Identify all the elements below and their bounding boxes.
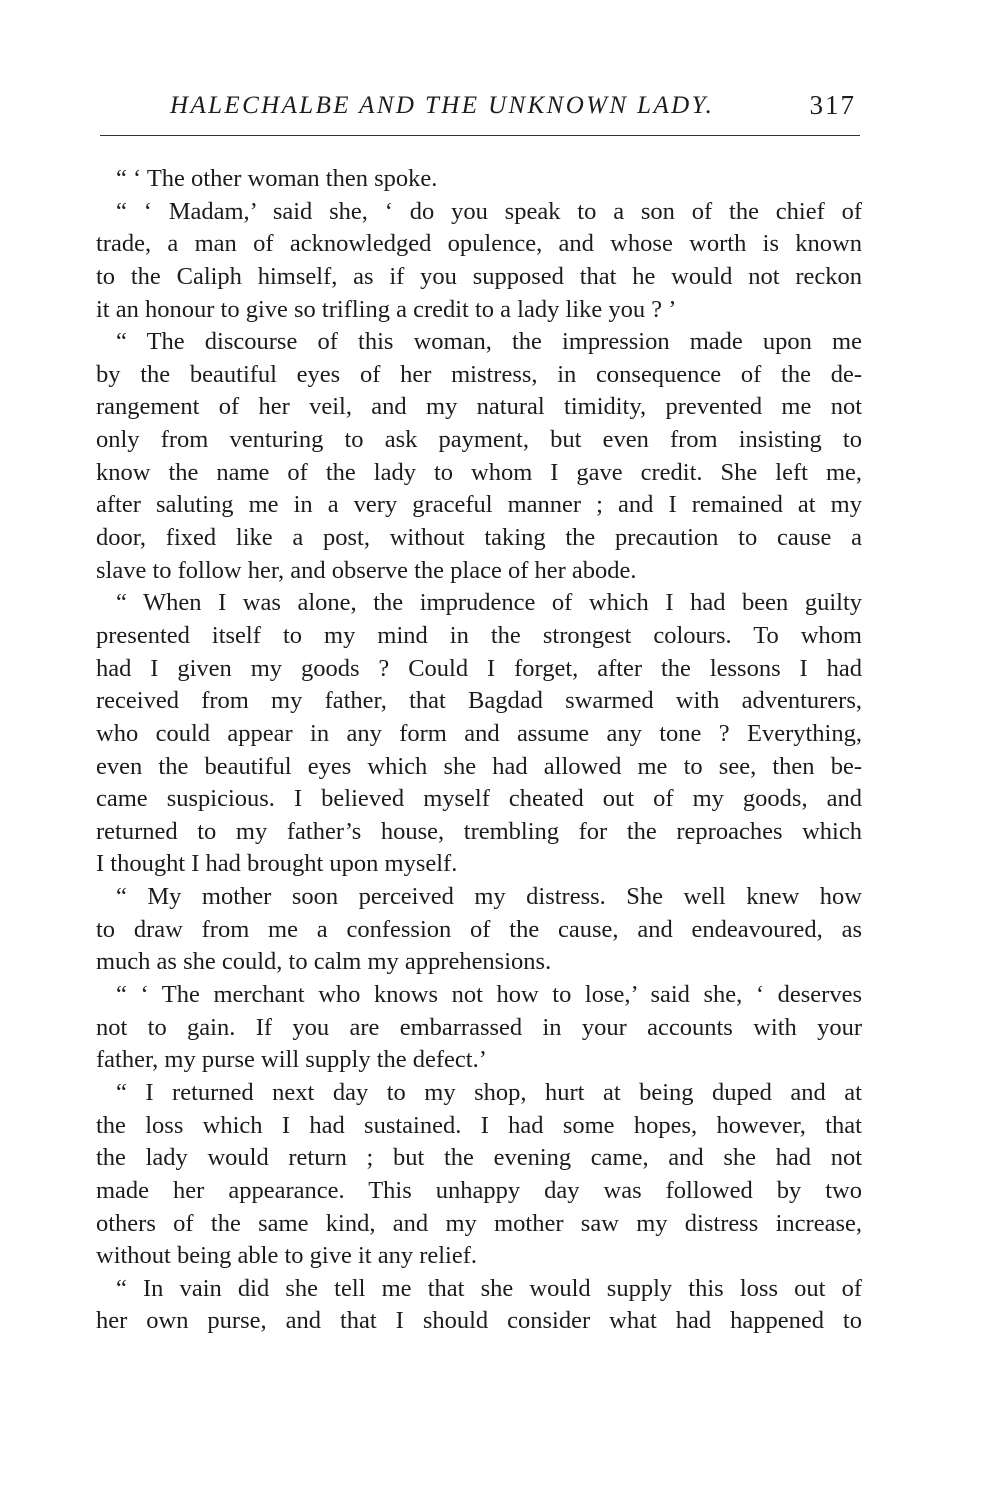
- text-line: to the Caliph himself, as if you supposed that he would not reckon: [96, 262, 862, 290]
- text-line: “ I returned next day to my shop, hurt at being duped and at: [116, 1078, 862, 1106]
- text-line: know the name of the lady to whom I gave credit. She left me,: [96, 458, 862, 486]
- text-line: “ In vain did she tell me that she would supply this loss out of: [116, 1274, 862, 1302]
- text-line: others of the same kind, and my mother saw my distress increase,: [96, 1209, 862, 1237]
- text-line: I thought I had brought upon myself.: [96, 850, 458, 878]
- text-line: made her appearance. This unhappy day was followed by two: [96, 1176, 862, 1204]
- text-line: it an honour to give so trifling a credit to a lady like you ? ’: [96, 295, 677, 323]
- text-line: door, fixed like a post, without taking the precaution to cause a: [96, 524, 862, 552]
- text-line: even the beautiful eyes which she had allowed me to see, then be-: [96, 752, 862, 780]
- text-line: the lady would return ; but the evening came, and she had not: [96, 1144, 862, 1172]
- text-line: without being able to give it any relief.: [96, 1242, 478, 1270]
- text-line: “ ‘ Madam,’ said she, ‘ do you speak to a son of the chief of: [116, 197, 862, 225]
- header-rule: [100, 135, 860, 136]
- text-line: slave to follow her, and observe the place of her abode.: [96, 556, 637, 584]
- text-line: not to gain. If you are embarrassed in your accounts with your: [96, 1013, 862, 1041]
- text-line: only from venturing to ask payment, but even from insisting to: [96, 426, 862, 454]
- text-line: by the beautiful eyes of her mistress, in consequence of the de-: [96, 360, 862, 388]
- running-head: [100, 88, 862, 128]
- text-line: “ ‘ The other woman then spoke.: [116, 165, 438, 192]
- text-line: the loss which I had sustained. I had some hopes, however, that: [96, 1111, 862, 1139]
- text-line: who could appear in any form and assume any tone ? Everything,: [96, 719, 862, 747]
- text-line: “ When I was alone, the imprudence of which I had been guilty: [116, 589, 862, 617]
- text-line: returned to my father’s house, trembling for the reproaches which: [96, 817, 862, 845]
- running-title: HALECHALBE AND THE UNKNOWN LADY.: [170, 92, 715, 119]
- text-line: presented itself to my mind in the strongest colours. To whom: [96, 621, 862, 649]
- text-line: “ The discourse of this woman, the impression made upon me: [116, 328, 862, 356]
- text-line: trade, a man of acknowledged opulence, and whose worth is known: [96, 230, 862, 258]
- text-line: came suspicious. I believed myself cheated out of my goods, and: [96, 785, 862, 813]
- text-line: “ My mother soon perceived my distress. She well knew how: [116, 883, 862, 911]
- body-text: [96, 163, 862, 1338]
- page-number: 317: [809, 90, 856, 120]
- text-line: after saluting me in a very graceful manner ; and I remained at my: [96, 491, 862, 519]
- text-line: received from my father, that Bagdad swarmed with adventurers,: [96, 687, 862, 715]
- text-line: much as she could, to calm my apprehensions.: [96, 948, 552, 976]
- text-line: “ ‘ The merchant who knows not how to lose,’ said she, ‘ deserves: [116, 981, 862, 1009]
- text-line: her own purse, and that I should consider what had happened to: [96, 1307, 862, 1335]
- text-line: had I given my goods ? Could I forget, after the lessons I had: [96, 654, 862, 682]
- text-line: to draw from me a confession of the cause, and endeavoured, as: [96, 915, 862, 943]
- text-line: rangement of her veil, and my natural timidity, prevented me not: [96, 393, 862, 421]
- text-line: father, my purse will supply the defect.’: [96, 1046, 487, 1074]
